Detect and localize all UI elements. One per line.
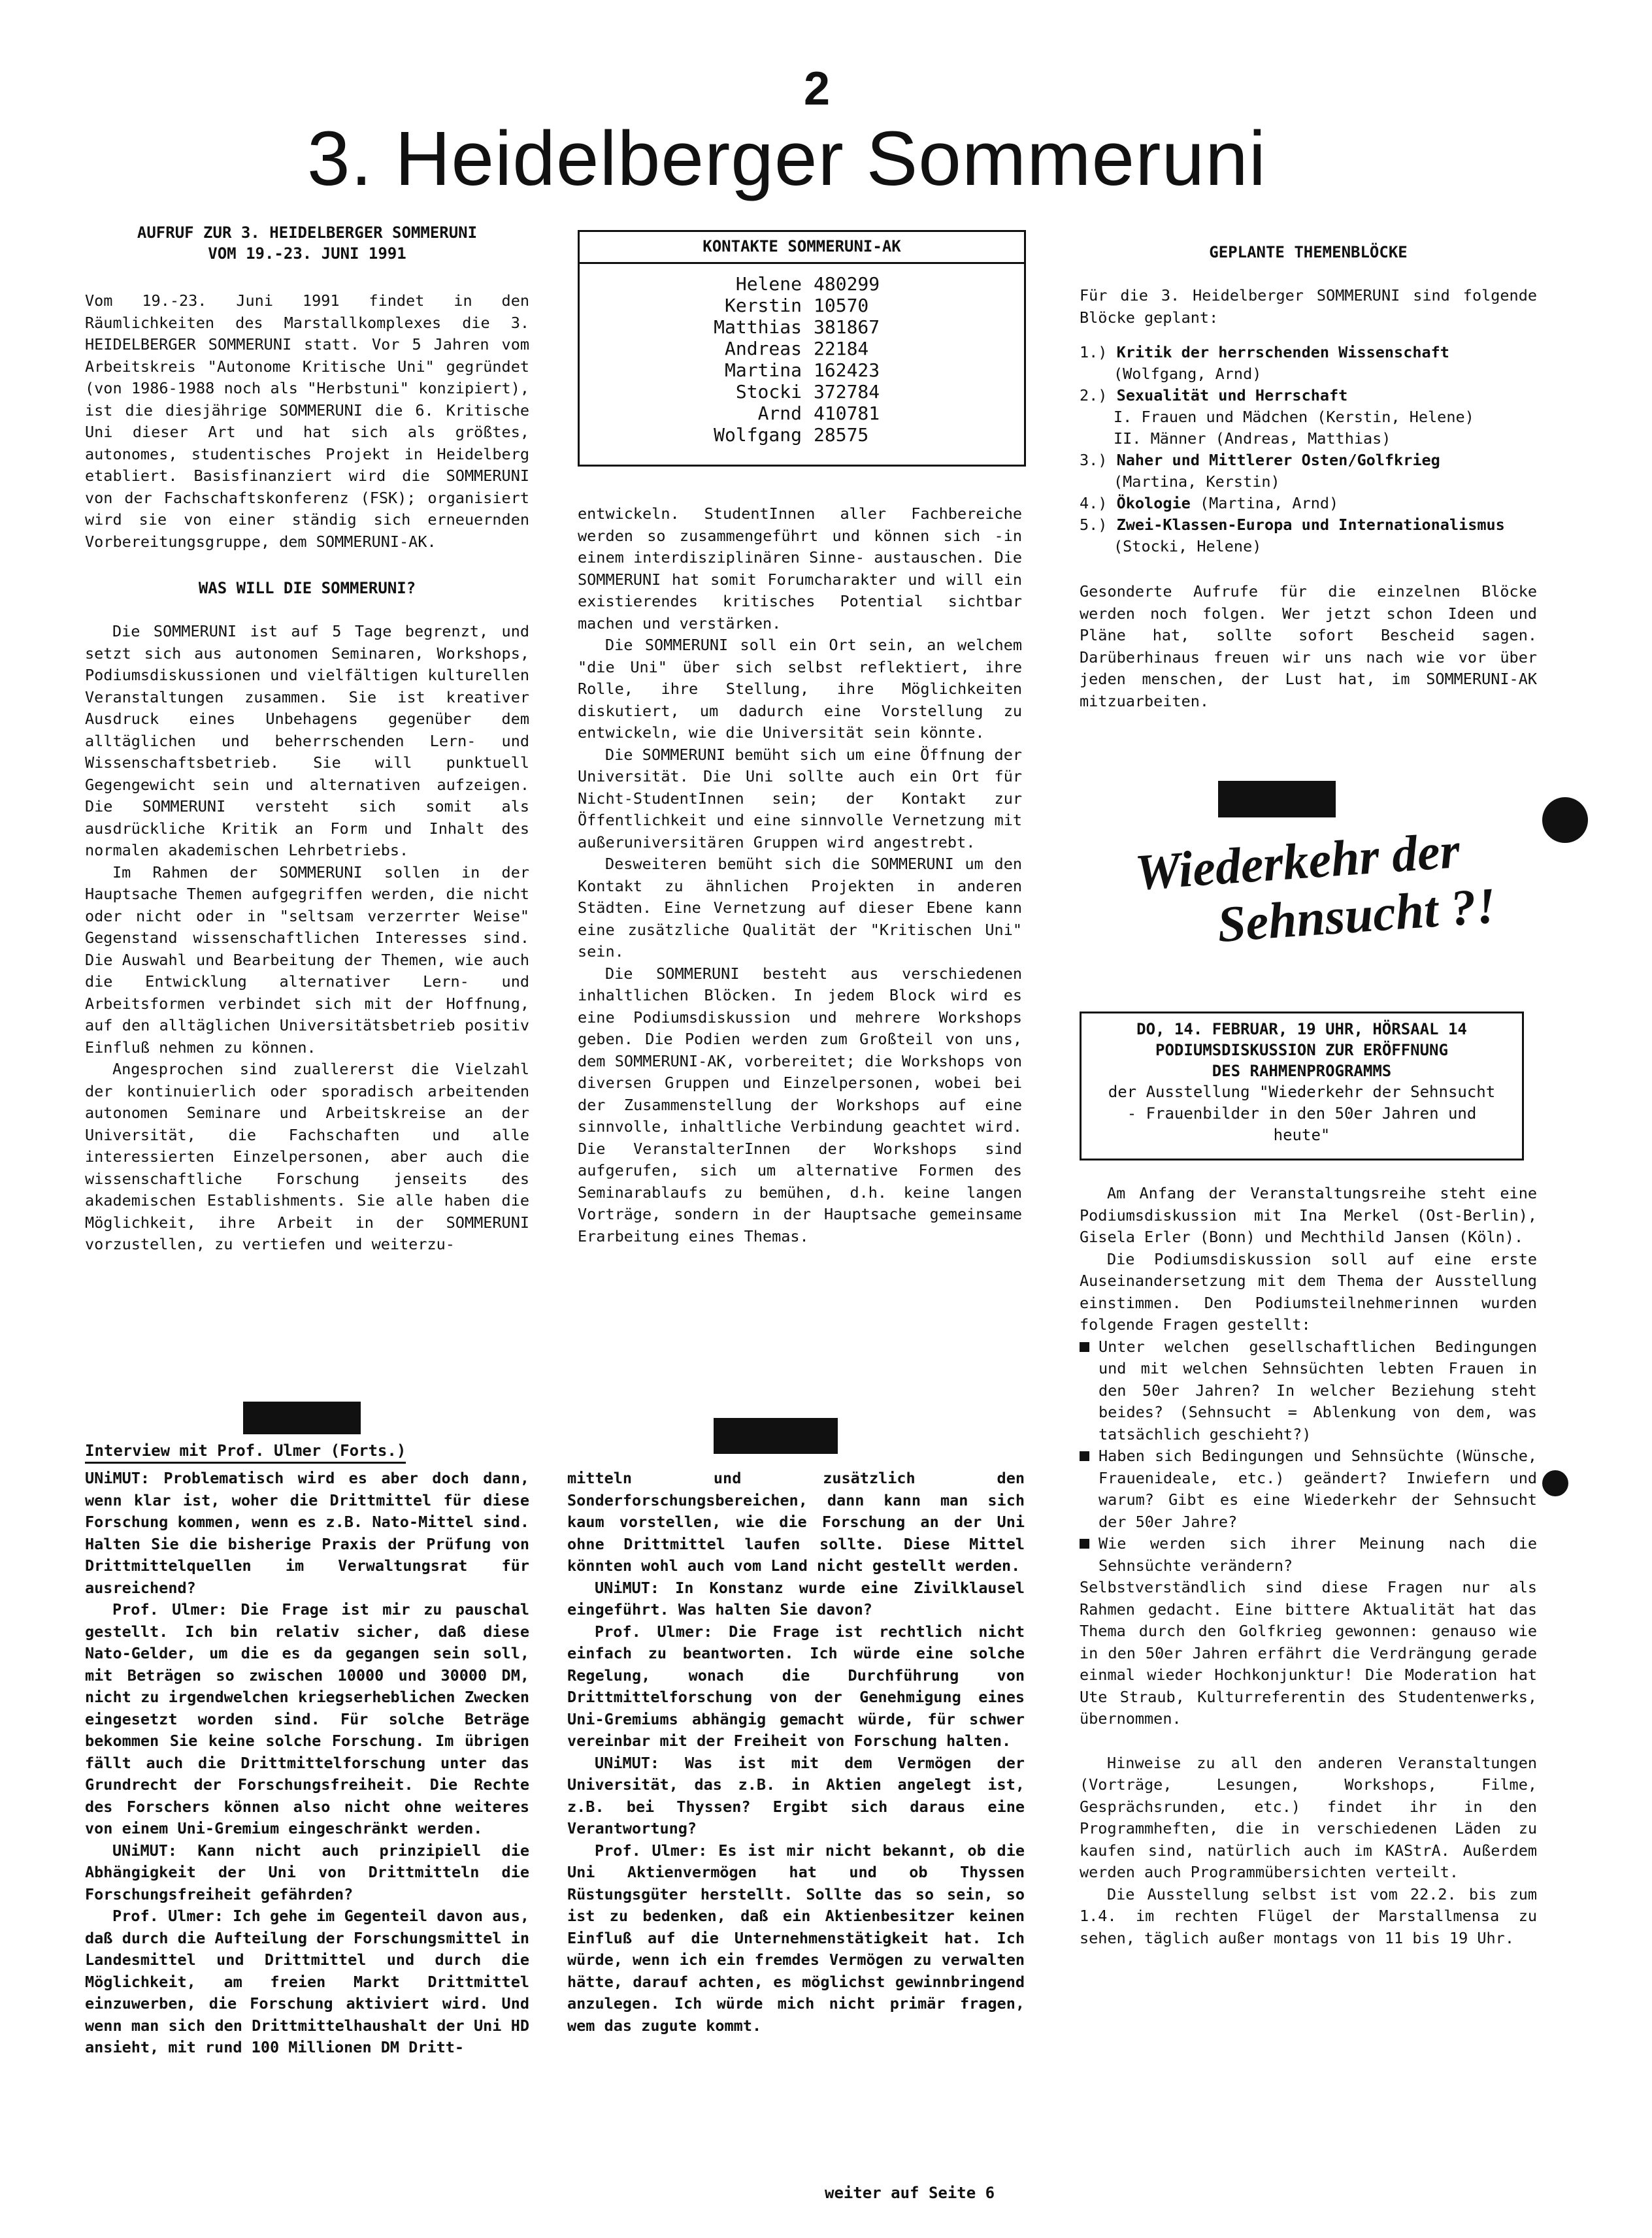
contacts-box — [578, 230, 1026, 467]
themes-list — [1080, 342, 1537, 557]
what-paragraph-3: Angesprochen sind zuallererst die Vielzahl der kontinuierlich oder sporadisch arbeitenden autonomen Seminare und Arbeitskreise an der Universität, die Fachschaften und alle interessierten Einzelpersonen, aber auch die wissenschaftliche Forschung jenseits des akademischen Establishments. Sie alle haben die Möglichkeit, ihre Arbeit in der SOMMERUNI vorzustellen, zu vertiefen und weiterzu- — [85, 1060, 529, 1253]
contacts-title: KONTAKTE SOMMERUNI-AK — [580, 232, 1024, 264]
page-number: 2 — [803, 63, 831, 115]
theme-block: 4.) Ökologie (Martina, Arnd) — [1080, 494, 1339, 512]
interview-column-1 — [85, 1468, 529, 2059]
interview-answer-2: Prof. Ulmer: Ich gehe im Gegenteil davon aus, daß durch die Aufteilung der Forschungsmittel in Landesmittel und Drittmittel und durch die Möglichkeit, am freien Markt Drittmittel einzuwerben, die Forschung aktiviert wird. Und wenn man sich den Drittmittelhaushalt der Uni HD ansieht, mit rund 100 Millionen DM Dritt- — [85, 1907, 529, 2056]
event-line-3: DES RAHMENPROGRAMMS — [1212, 1062, 1392, 1080]
page-title: 3. Heidelberger Sommeruni — [307, 116, 1266, 202]
redaction-bar — [1218, 781, 1336, 817]
what-paragraph-1: Die SOMMERUNI ist auf 5 Tage begrenzt, und setzt sich aus autonomen Seminaren, Workshops, Podiumsdiskussionen und vielfältigen kulturellen Veranstaltungen zusammen. Sie ist kreativer Ausdruck eines Unbehagens gegenüber dem alltäglichen und beherrschenden Lern- und Wissenschaftsbetrieb. Sie will punktuell Gegengewicht sein und alternativen aufzeigen. Die SOMMERUNI versteht sich somit als ausdrückliche Kritik an Form und Inhalt des normalen akademischen Lehrbetriebs. — [85, 622, 529, 859]
call-intro: Vom 19.-23. Juni 1991 findet in den Räumlichkeiten des Marstallkomplexes die 3. HEIDELBERGER SOMMERUNI statt. Vor 5 Jahren vom Arbeitskreis "Autonome Kritische Uni" gegründet (von 1986-1988 noch als "Herbstuni" konzipiert), ist die diesjährige SOMMERUNI die 6. Kritische Uni dieser Art und hat sich als größtes, autonomes, studentisches Projekt in Heidelberg etabliert. Basisfinanziert wird die SOMMERUNI von der Fachschaftskonferenz (FSK); organisiert wird sie von einer ständig sich erneuernden Vorbereitungsgruppe, dem SOMMERUNI-AK. — [85, 291, 529, 551]
theme-block: 5.) Zwei-Klassen-Europa und Internationalismus (Stocki, Helene) — [1080, 516, 1505, 555]
contact-row: Andreas 22184 — [724, 338, 869, 359]
redaction-bar — [714, 1418, 838, 1454]
event-description: der Ausstellung "Wiederkehr der Sehnsucht - Frauenbilder in den 50er Jahren und heute" — [1108, 1083, 1496, 1144]
theme-block: 3.) Naher und Mittlerer Osten/Golfkrieg (Martina, Kerstin) — [1080, 451, 1440, 491]
contacts-list — [580, 264, 1024, 446]
column-3-lower — [1080, 1183, 1537, 1949]
contact-row: Arnd 410781 — [757, 403, 880, 424]
wiederkehr-logo: Wiederkehr der Sehnsucht ?! — [1133, 821, 1498, 953]
interview-answer-2-cont: mitteln und zusätzlich den Sonderforschungsbereichen, dann kann man sich kaum vorstellen, wie die Forschung an der Uni ohne Drittmittel laufen sollte. Diese Mittel könnten wohl auch vom Land nicht gestellt werden. — [567, 1469, 1025, 1575]
aims-paragraph-2: Die SOMMERUNI bemüht sich um eine Öffnung der Universität. Die Uni sollte auch ein Ort für Nicht-StudentInnen sein; der Kontakt zur Öffentlichkeit und eine sinnvolle Vernetzung mit außeruniversitären Gruppen wird angestrebt. — [578, 745, 1022, 851]
question-3: Wie werden sich ihrer Meinung nach die Sehnsüchte verändern? — [1080, 1533, 1537, 1577]
event-line-1: DO, 14. FEBRUAR, 19 UHR, HÖRSAAL 14 — [1136, 1020, 1467, 1038]
event-paragraph-5: Die Ausstellung selbst ist vom 22.2. bis zum 1.4. im rechten Flügel der Marstallmensa zu sehen, täglich außer montags von 11 bis 19 Uhr. — [1080, 1884, 1537, 1947]
theme-block: 2.) Sexualität und Herrschaft I. Frauen und Mädchen (Kerstin, Helene) II. Männer (Andreas, Matthias) — [1080, 386, 1474, 448]
column-3 — [1080, 242, 1537, 712]
interview-question-3: UNiMUT: In Konstanz wurde eine Zivilklausel eingeführt. Was halten Sie davon? — [567, 1578, 1025, 1619]
contact-row: Helene 480299 — [735, 273, 880, 295]
event-paragraph-4: Hinweise zu all den anderen Veranstaltungen (Vorträge, Lesungen, Workshops, Filme, Gesprächsrunden, etc.) findet ihr in den Programmheften, die in verschiedenen Läden zu kaufen sind, natürlich auch im KAStrA. Außerdem werden auch Programmübersichten verteilt. — [1080, 1753, 1537, 1881]
contact-row: Matthias 381867 — [714, 316, 880, 338]
interview-answer-1: Prof. Ulmer: Die Frage ist mir zu pauschal gestellt. Ich bin relativ sicher, daß diese Nato-Gelder, um die es da gegangen sein soll, mit Beträgen so zwischen 10000 und 30000 DM, nicht zu irgendwelchen kriegserheblichen Zwecken eingesetzt worden sind. Für solche Beträge bekommen Sie keine solche Forschung. Im übrigen fällt auch die Drittmittelforschung unter das Grundrecht der Forschungsfreiheit. Die Rechte des Forschers können also nicht ohne weiteres von einem Uni-Gremium eingeschränkt werden. — [85, 1600, 529, 1837]
aims-paragraph-3: Desweiteren bemüht sich die SOMMERUNI um den Kontakt zu ähnlichen Projekten in anderen Städten. Eine Vernetzung auf dieser Ebene kann eine zusätzliche Qualität der "Kritischen Uni" sein. — [578, 855, 1022, 961]
interview-question-1: UNiMUT: Problematisch wird es aber doch dann, wenn klar ist, woher die Drittmittel für diese Forschung kommen, wenn es z.B. Nato-Mittel sind. Halten Sie die bisherige Praxis der Prüfung von Drittmittelquellen im Verwaltungsrat für ausreichend? — [85, 1469, 529, 1597]
column-2 — [578, 503, 1022, 1247]
contact-row: Wolfgang 28575 — [714, 424, 869, 446]
themes-heading: GEPLANTE THEMENBLÖCKE — [1209, 243, 1408, 261]
call-heading-line-2: VOM 19.-23. JUNI 1991 — [208, 244, 406, 263]
aims-paragraph-1: Die SOMMERUNI soll ein Ort sein, an welchem "die Uni" über sich selbst reflektiert, ihre Rolle, ihre Stellung, ihre Möglichkeiten diskutiert, um dadurch eine Vorstellung zu entwickeln, wie die Universität sein könnte. — [578, 636, 1022, 742]
punch-hole-mark — [1542, 1470, 1568, 1496]
interview-question-4: UNiMUT: Was ist mit dem Vermögen der Universität, das z.B. in Aktien angelegt ist, z.B. bei Thyssen? Ergibt sich daraus eine Verantwortung? — [567, 1753, 1025, 1837]
themes-intro: Für die 3. Heidelberger SOMMERUNI sind folgende Blöcke geplant: — [1080, 286, 1537, 327]
aims-paragraph-4: Die SOMMERUNI besteht aus verschiedenen inhaltlichen Blöcken. In jedem Block wird es eine Podiumsdiskussion und mehrere Workshops geben. Die Podien werden zum Großteil von uns, dem SOMMERUNI-AK, vorbereitet; die Workshops von diversen Gruppen und Einzelpersonen, wobei bei der Zusammenstellung der Workshops auf eine sinnvolle, inhaltliche Verbindung geachtet wird. Die VeranstalterInnen der Workshops sind aufgerufen, sich um alternative Formen des Seminarablaufs zu bemühen, d.h. keine langen Vorträge, sondern in der Hauptsache gemeinsame Erarbeitung eines Themas. — [578, 964, 1022, 1245]
interview-column-2 — [567, 1468, 1025, 2037]
what-heading: WAS WILL DIE SOMMERUNI? — [198, 579, 416, 597]
what-paragraph-2: Im Rahmen der SOMMERUNI sollen in der Hauptsache Themen aufgegriffen werden, die nicht oder nicht oder in "seltsam verzerrter Weise" Gegenstand wissenschaftlichen Interesses sind. Die Auswahl und Bearbeitung der Themen, wie auch die Entwicklung alternativer Lern- und Arbeitsformen verbindet sich mit der Hoffnung, auf den alltäglichen Universitätsbetrieb positiv Einfluß nehmen zu können. — [85, 863, 529, 1057]
interview-heading: Interview mit Prof. Ulmer (Forts.) — [85, 1440, 406, 1464]
interview-answer-3: Prof. Ulmer: Die Frage ist rechtlich nicht einfach zu beantworten. Ich würde eine solche Regelung, wonach die Durchführung von Drittmittelforschung von der Genehmigung eines Uni-Gremiums abhängig gemacht würde, für schwer vereinbar mit der Freiheit von Forschung halten. — [567, 1622, 1025, 1750]
contact-row: Martina 162423 — [724, 359, 880, 381]
event-paragraph-3: Selbstverständlich sind diese Fragen nur als Rahmen gedacht. Eine bittere Aktualität hat das Thema durch den Golfkrieg gewonnen: genauso wie in den 50er Jahren erfährt die Verdrängung gerade einmal wieder Hochkonjunktur! Die Moderation hat Ute Straub, Kulturreferentin des Studentenwerks, übernommen. — [1080, 1578, 1537, 1728]
themes-outro: Gesonderte Aufrufe für die einzelnen Blöcke werden noch folgen. Wer jetzt schon Ideen und Pläne hat, sollte sofort Bescheid sagen. Darüberhinaus freuen wir uns nach wie vor über jeden menschen, der Lust hat, im SOMMERUNI-AK mitzuarbeiten. — [1080, 582, 1537, 710]
continued-note[interactable]: weiter auf Seite 6 — [825, 2184, 995, 2202]
column-1 — [85, 222, 529, 1256]
punch-hole-mark — [1542, 797, 1588, 843]
bullet-icon — [1080, 1342, 1089, 1352]
event-box — [1080, 1012, 1524, 1160]
question-2: Haben sich Bedingungen und Sehnsüchte (Wünsche, Frauenideale, etc.) geändert? Inwiefern und warum? Gibt es eine Wiederkehr der Sehnsucht der 50er Jahre? — [1080, 1445, 1537, 1533]
contact-row: Stocki 372784 — [735, 381, 880, 403]
theme-block: 1.) Kritik der herrschenden Wissenschaft (Wolfgang, Arnd) — [1080, 343, 1449, 383]
interview-answer-4: Prof. Ulmer: Es ist mir nicht bekannt, ob die Uni Aktienvermögen hat und ob Thyssen Rüstungsgüter herstellt. Sollte das so sein, so ist zu bedenken, daß ein Aktienbesitzer keinen Einfluß auf die Unternehmenstätigkeit hat. Ich würde, wenn ich ein fremdes Vermögen zu verwalten hätte, darauf achten, es möglichst gewinnbringend anzulegen. Ich würde mich nicht primär fragen, wem das zugute kommt. — [567, 1841, 1025, 2035]
call-heading-line-1: AUFRUF ZUR 3. HEIDELBERGER SOMMERUNI — [137, 223, 478, 242]
bullet-icon — [1080, 1539, 1089, 1549]
bullet-icon — [1080, 1451, 1089, 1461]
question-1: Unter welchen gesellschaftlichen Bedingungen und mit welchen Sehnsüchten lebten Frauen in den 50er Jahren? In welcher Beziehung steht beides? (Sehnsucht = Ablenkung von dem, was tatsächlich geschieht?) — [1080, 1336, 1537, 1446]
event-line-2: PODIUMSDISKUSSION ZUR ERÖFFNUNG — [1155, 1041, 1448, 1059]
redaction-bar — [243, 1402, 361, 1434]
event-paragraph-2: Die Podiumsdiskussion soll auf eine erste Auseinandersetzung mit dem Thema der Ausstellung einstimmen. Den Podiumsteilnehmerinnen wurden folgende Fragen gestellt: — [1080, 1249, 1537, 1334]
aims-paragraph-0: entwickeln. StudentInnen aller Fachbereiche werden so zusammengeführt und können sich -in einem interdisziplinären Sinne- austauschen. Die SOMMERUNI hat somit Forumcharakter und will ein existierendes kritisches Potential sichtbar machen und verstärken. — [578, 504, 1022, 633]
event-paragraph-1: Am Anfang der Veranstaltungsreihe steht eine Podiumsdiskussion mit Ina Merkel (Ost-Berlin), Gisela Erler (Bonn) und Mechthild Jansen (Köln). — [1080, 1184, 1537, 1246]
contact-row: Kerstin 10570 — [724, 295, 869, 316]
interview-question-2: UNiMUT: Kann nicht auch prinzipiell die Abhängigkeit der Uni von Drittmitteln die Forschungsfreiheit gefährden? — [85, 1841, 529, 1903]
